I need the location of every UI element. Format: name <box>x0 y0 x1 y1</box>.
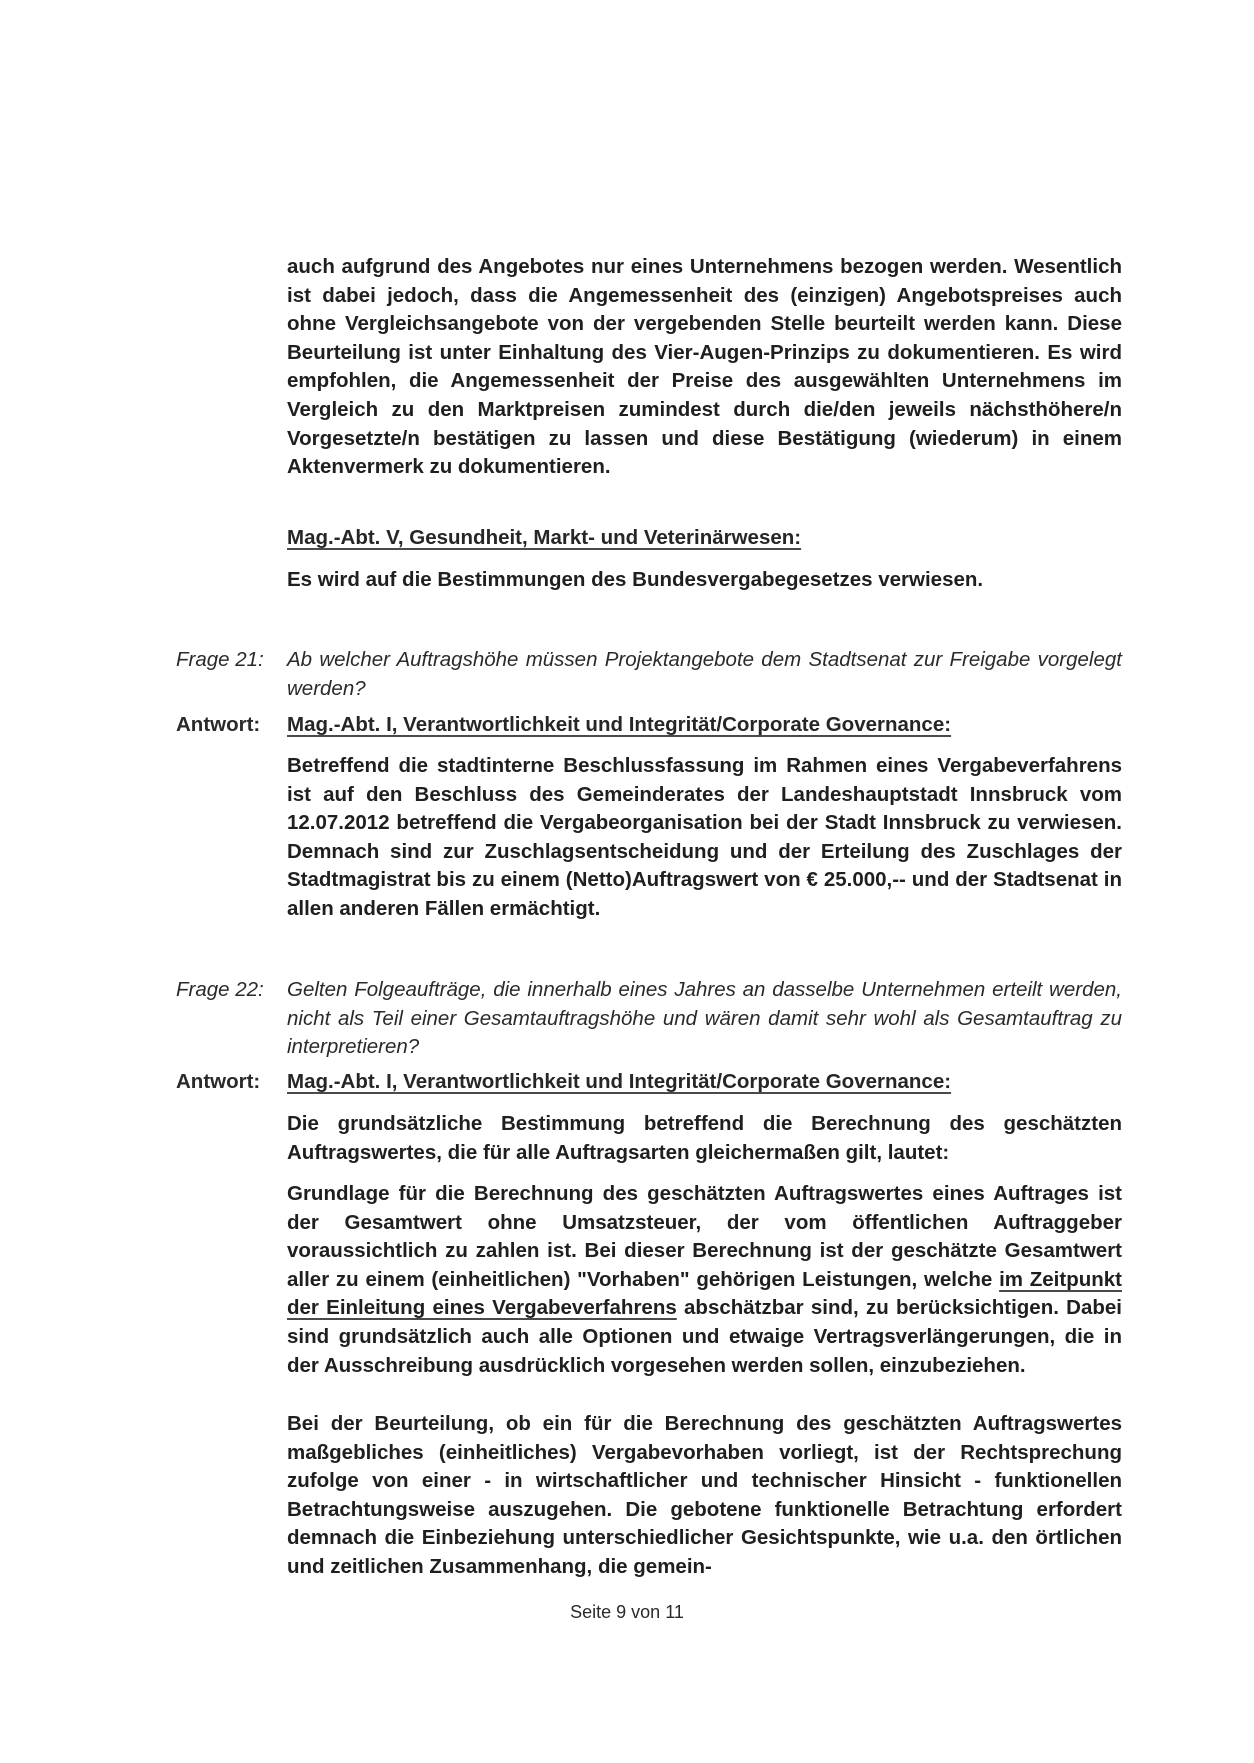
intro-paragraph <box>287 253 1122 482</box>
question-22-label: Frage 22: <box>176 978 264 1001</box>
answer-22-paragraph-3: Bei der Beurteilung, ob ein für die Berechnung des geschätzten Auftragswertes maßgebliches (einheitliches) Vergabevorhaben vorliegt, ist der Rechtsprechung zufolge von einer - in wirtschaftlicher und technischer Hinsicht - funktionellen Betrachtungsweise auszugehen. Die gebotene funktionelle Betrachtung erfordert demnach die Einbeziehung unterschiedlicher Gesichtspunkte, wie u.a. den örtlichen und zeitlichen Zusammenhang, die gemein- <box>287 1412 1122 1578</box>
answer-22-underlined-phrase: im Zeitpunkt der Einleitung eines Vergabeverfahrens <box>287 1267 1122 1320</box>
answer-22-paragraph-2-before: Grundlage für die Berechnung des geschätzten Auftragswertes eines Auftrages ist der Gesamtwert ohne Umsatzsteuer, der vom öffentlichen Auftraggeber voraussichtlich zu zahlen ist. Bei dieser Berechnung ist der geschätzte Gesamtwert aller zu einem (einheitlichen) "Vorhaben" gehörigen Leistungen, welche <box>287 1182 1122 1291</box>
question-21-text: Ab welcher Auftragshöhe müssen Projektangebote dem Stadtsenat zur Freigabe vorgelegt werden? <box>287 648 1122 700</box>
answer-22-paragraph-1: Die grundsätzliche Bestimmung betreffend die Berechnung des geschätzten Auftragswertes, die für alle Auftragsarten gleichermaßen gilt, lautet: <box>287 1112 1122 1164</box>
answer-21-label: Antwort: <box>176 713 261 736</box>
answer-21-body <box>287 752 1122 924</box>
answer-22-paragraph-2-block <box>287 1180 1122 1380</box>
page-number: Seite 9 von 11 <box>570 1602 684 1622</box>
answer-22-paragraph-2 <box>287 1180 1122 1380</box>
answer-22-paragraph-2-after: abschätzbar sind, zu berücksichtigen. Dabei sind grundsätzlich auch alle Optionen und etwaige Vertragsverlängerungen, die in der Ausschreibung ausdrücklich vorgesehen werden sollen, einzubeziehen. <box>287 1296 1122 1377</box>
answer-22-label: Antwort: <box>176 1070 261 1093</box>
question-22-text: Gelten Folgeaufträge, die innerhalb eines Jahres an dasselbe Unternehmen erteilt werden, nicht als Teil einer Gesamtauftragshöhe und wären damit sehr wohl als Gesamtauftrag zu interpretieren? <box>287 978 1122 1059</box>
answer-21-heading: Mag.-Abt. I, Verantwortlichkeit und Integrität/Corporate Governance: <box>287 713 952 736</box>
answer-22-heading: Mag.-Abt. I, Verantwortlichkeit und Integrität/Corporate Governance: <box>287 1070 952 1093</box>
answer-21-paragraph: Betreffend die stadtinterne Beschlussfassung im Rahmen eines Vergabeverfahrens ist auf den Beschluss des Gemeinderates der Landeshauptstadt Innsbruck vom 12.07.2012 betreffend die Vergabeorganisation bei der Stadt Innsbruck zu verwiesen. Demnach sind zur Zuschlagsentscheidung und der Erteilung des Zuschlages der Stadtmagistrat bis zu einem (Netto)Auftragswert von € 25.000,-- und der Stadtsenat in allen anderen Fällen ermächtigt. <box>287 754 1122 920</box>
section-v-text-block <box>287 566 1122 595</box>
section-v-text: Es wird auf die Bestimmungen des Bundesvergabegesetzes verwiesen. <box>287 568 984 591</box>
question-21-label: Frage 21: <box>176 648 264 671</box>
answer-22-paragraph-1-block <box>287 1110 1122 1167</box>
section-v-heading: Mag.-Abt. V, Gesundheit, Markt- und Veterinärwesen: <box>287 526 802 549</box>
answer-22-paragraph-3-block <box>287 1410 1122 1582</box>
intro-paragraph-text: auch aufgrund des Angebotes nur eines Unternehmens bezogen werden. Wesentlich ist dabei jedoch, dass die Angemessenheit des (einzigen) Angebotspreises auch ohne Vergleichsangebote von der vergebenden Stelle beurteilt werden kann. Diese Beurteilung ist unter Einhaltung des Vier-Augen-Prinzips zu dokumentieren. Es wird empfohlen, die Angemessenheit der Preise des ausgewählten Unternehmens im Vergleich zu den Marktpreisen zumindest durch die/den jeweils nächsthöhere/n Vorgesetzte/n bestätigen zu lassen und diese Bestätigung (wiederum) in einem Aktenvermerk zu dokumentieren. <box>287 255 1122 479</box>
page-footer <box>0 1602 1254 1623</box>
